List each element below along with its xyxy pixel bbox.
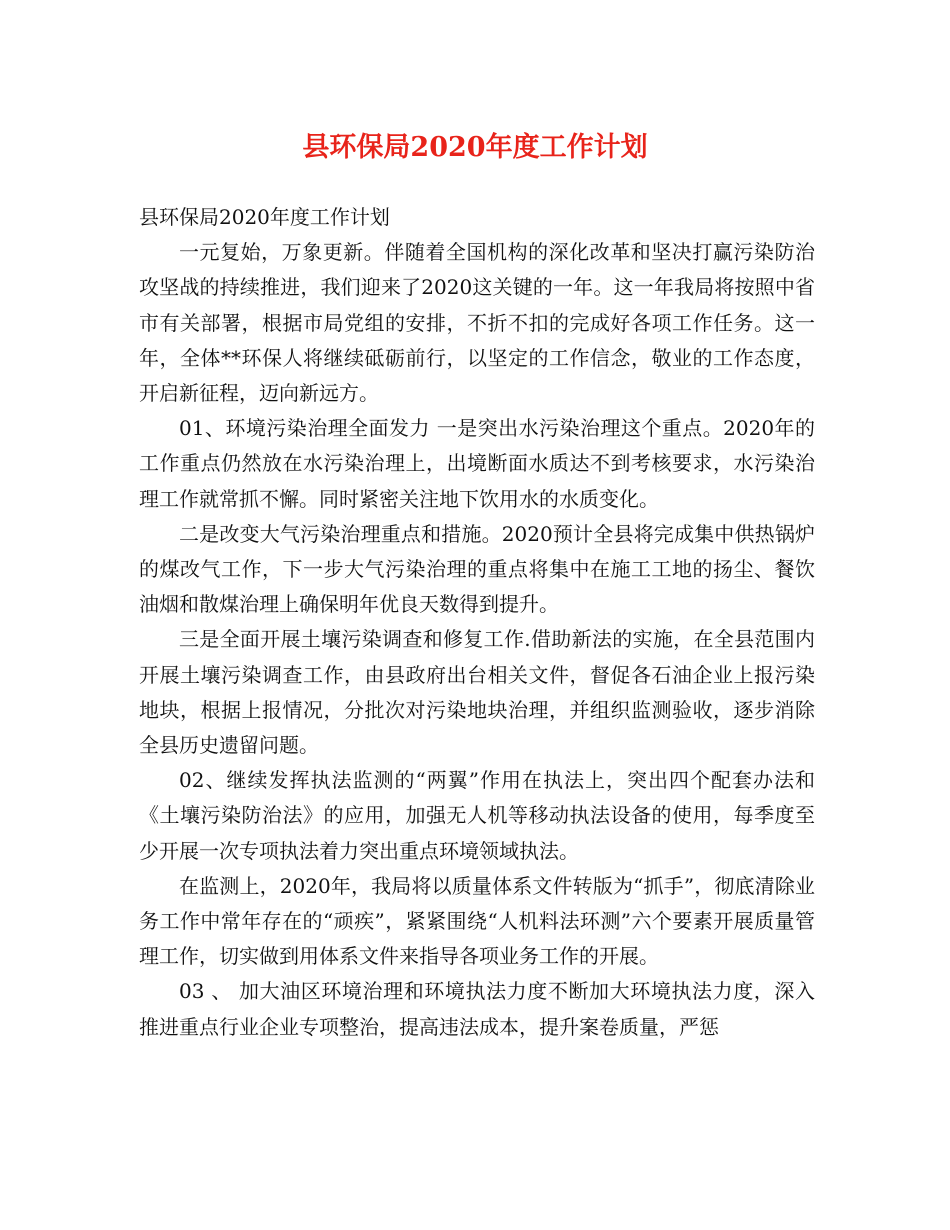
paragraph-soil-pollution: 三是全面开展土壤污染调查和修复工作.借助新法的实施，在全县范围内开展土壤污染调查工作，由县政府出台相关文件，督促各石油企业上报污染地块，根据上报情况，分批次对污染地块治理，并组织监测验收，逐步消除全县历史遗留问题。 [139, 627, 815, 758]
paragraph-intro: 一元复始，万象更新。伴随着全国机构的深化改革和坚决打赢污染防治攻坚战的持续推进，我们迎来了2020这关键的一年。这一年我局将按照中省市有关部署，根据市局党组的安排，不折不扣的完成好各项工作任务。这一年，全体**环保人将继续砥砺前行，以坚定的工作信念，敬业的工作态度，开启新征程，迈向新远方。 [139, 240, 815, 406]
paragraph-section-02: 02、继续发挥执法监测的“两翼”作用在执法上，突出四个配套办法和《土壤污染防治法》的应用，加强无人机等移动执法设备的使用，每季度至少开展一次专项执法着力突出重点环境领域执法。 [139, 768, 815, 863]
paragraph-air-pollution: 二是改变大气污染治理重点和措施。2020预计全县将完成集中供热锅炉的煤改气工作，下一步大气污染治理的重点将集中在施工工地的扬尘、餐饮油烟和散煤治理上确保明年优良天数得到提升。 [139, 521, 815, 617]
paragraph-section-03: 03 、 加大油区环境治理和环境执法力度不断加大环境执法力度，深入推进重点行业企业专项整治，提高违法成本，提升案卷质量，严惩 [139, 979, 815, 1039]
paragraph-section-01: 01、环境污染治理全面发力 一是突出水污染治理这个重点。2020年的工作重点仍然放在水污染治理上，出境断面水质达不到考核要求，水污染治理工作就常抓不懈。同时紧密关注地下饮用水的水质变化。 [139, 416, 815, 511]
paragraph-monitoring: 在监测上，2020年，我局将以质量体系文件转版为“抓手”，彻底清除业务工作中常年存在的“顽疾”，紧紧围绕“人机料法环测”六个要素开展质量管理工作，切实做到用体系文件来指导各项业务工作的开展。 [139, 873, 815, 969]
document-body [139, 200, 815, 1045]
document-title: 县环保局2020年度工作计划 [302, 132, 648, 163]
document-subtitle: 县环保局2020年度工作计划 [139, 205, 390, 229]
